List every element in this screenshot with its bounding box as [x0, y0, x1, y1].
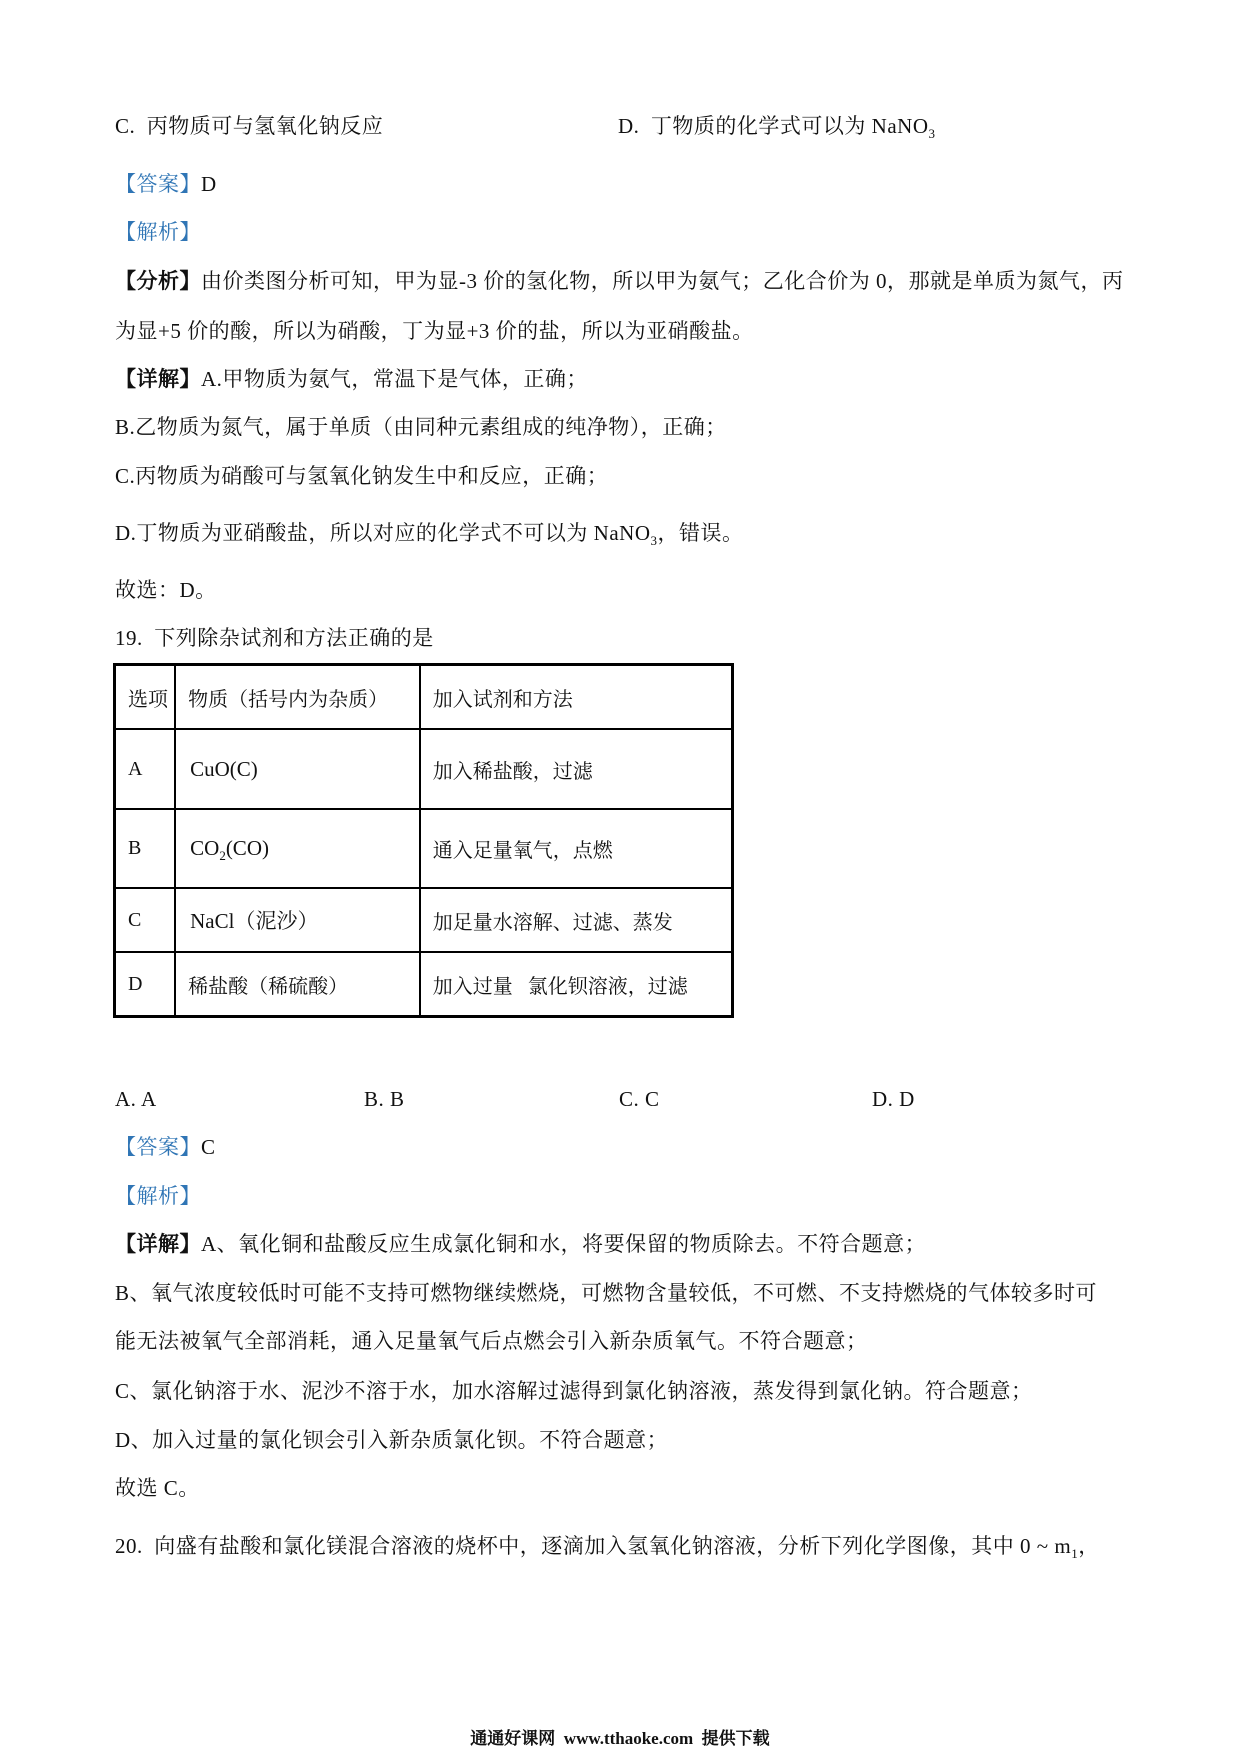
q18-option-d: [618, 113, 935, 139]
q20-stem-text: 20. 向盛有盐酸和氯化镁混合溶液的烧杯中，逐滴加入氢氧化钠溶液，分析下列化学图像，其中 0 ~ m: [115, 1534, 1072, 1558]
substance-post: (CO): [225, 836, 269, 860]
table-row: [115, 888, 733, 952]
row-option: D: [115, 952, 176, 1017]
table-header-row: [115, 665, 733, 730]
q18-analysis-label: 【解析】: [115, 220, 201, 244]
q18-xiangjie-d: [115, 520, 743, 546]
row-method: 加入过量 氯化钡溶液，过滤: [420, 952, 733, 1017]
q18-xiangjie-c: C.丙物质为硝酸可与氢氧化钠发生中和反应，正确；: [115, 464, 609, 488]
q18-xiangjie-d-post: ，错误。: [657, 521, 744, 545]
row-option: A: [115, 729, 176, 809]
header-option: 选项: [115, 665, 176, 730]
row-option: C: [115, 888, 176, 952]
row-method: 通入足量氧气，点燃: [420, 809, 733, 888]
header-substance: 物质（括号内为杂质）: [175, 665, 420, 730]
row-method: 加足量水溶解、过滤、蒸发: [420, 888, 733, 952]
substance-text: 稀盐酸（稀硫酸）: [188, 975, 349, 998]
q18-answer: [115, 171, 217, 197]
q18-fenxi-text: 由价类图分析可知，甲为显-3 价的氢化物，所以甲为氨气；乙化合价为 0，那就是单质为氮气，丙: [201, 269, 1124, 293]
q18-option-d-text: D. 丁物质的化学式可以为 NaNO: [618, 114, 929, 138]
q19-option-d: D. D: [872, 1087, 915, 1111]
q19-option-a: A. A: [115, 1087, 157, 1111]
q19-xiangjie-a: [115, 1231, 926, 1257]
row-substance: [175, 729, 420, 809]
q18-xiangjie-d-text: D.丁物质为亚硝酸盐，所以对应的化学式不可以为 NaNO: [115, 521, 651, 545]
substance-text: CO: [190, 836, 220, 860]
row-method: 加入稀盐酸，过滤: [420, 729, 733, 809]
q18-answer-label: 【答案】: [115, 172, 201, 196]
row-substance: [175, 809, 420, 888]
q20-stem: [115, 1533, 1100, 1559]
row-substance: [175, 888, 420, 952]
table-row: [115, 952, 733, 1017]
substance-text: NaCl（泥沙）: [190, 909, 319, 933]
row-option: B: [115, 809, 176, 888]
q19-table: [113, 663, 734, 1018]
q18-xiangjie-a-text: A.甲物质为氨气，常温下是气体，正确；: [201, 367, 588, 391]
q18-option-d-subscript: 3: [928, 126, 936, 141]
q18-option-c: C. 丙物质可与氢氧化钠反应: [115, 114, 384, 138]
substance-text: CuO(C): [190, 756, 258, 781]
q19-option-b: B. B: [364, 1087, 405, 1111]
q19-answer-value: C: [201, 1135, 216, 1159]
q18-xiangjie-d-subscript: 3: [650, 533, 658, 548]
q18-answer-value: D: [201, 172, 217, 196]
header-method: 加入试剂和方法: [420, 665, 733, 730]
table-row: [115, 729, 733, 809]
q18-xiangjie-a: [115, 366, 588, 392]
q19-xiangjie-label: 【详解】: [115, 1232, 201, 1256]
substance-subscript: 2: [219, 848, 226, 863]
q20-stem-post: ，: [1078, 1534, 1100, 1558]
row-substance: [175, 952, 420, 1017]
q19-conclusion: 故选 C。: [115, 1476, 200, 1500]
q18-fenxi-line2: 为显+5 价的酸，所以为硝酸，丁为显+3 价的盐，所以为亚硝酸盐。: [115, 319, 754, 343]
q18-xiangjie-b: B.乙物质为氮气，属于单质（由同种元素组成的纯净物），正确；: [115, 415, 727, 439]
q18-fenxi-label: 【分析】: [115, 269, 201, 293]
q19-answer: [115, 1134, 216, 1160]
q19-answer-label: 【答案】: [115, 1135, 201, 1159]
q19-xiangjie-b-line2: 能无法被氧气全部消耗，通入足量氧气后点燃会引入新杂质氧气。不符合题意；: [115, 1329, 868, 1353]
q19-xiangjie-b-line1: B、氧气浓度较低时可能不支持可燃物继续燃烧，可燃物含量较低，不可燃、不支持燃烧的气体较多时可: [115, 1281, 1098, 1305]
q19-stem: 19. 下列除杂试剂和方法正确的是: [115, 626, 434, 650]
q19-xiangjie-a-text: A、氧化铜和盐酸反应生成氯化铜和水，将要保留的物质除去。不符合题意；: [201, 1232, 927, 1256]
q19-xiangjie-c: C、氯化钠溶于水、泥沙不溶于水，加水溶解过滤得到氯化钠溶液，蒸发得到氯化钠。符合题意；: [115, 1379, 1033, 1403]
q19-option-c: C. C: [619, 1087, 660, 1111]
q20-stem-subscript: 1: [1071, 1546, 1079, 1561]
q18-conclusion: 故选：D。: [115, 578, 217, 602]
q18-xiangjie-label: 【详解】: [115, 367, 201, 391]
q18-fenxi-line1: [115, 268, 1124, 294]
page-footer: 通通好课网 www.tthaoke.com 提供下载: [470, 1729, 770, 1748]
q19-xiangjie-d: D、加入过量的氯化钡会引入新杂质氯化钡。不符合题意；: [115, 1428, 669, 1452]
q19-analysis-label: 【解析】: [115, 1184, 201, 1208]
table-row: [115, 809, 733, 888]
